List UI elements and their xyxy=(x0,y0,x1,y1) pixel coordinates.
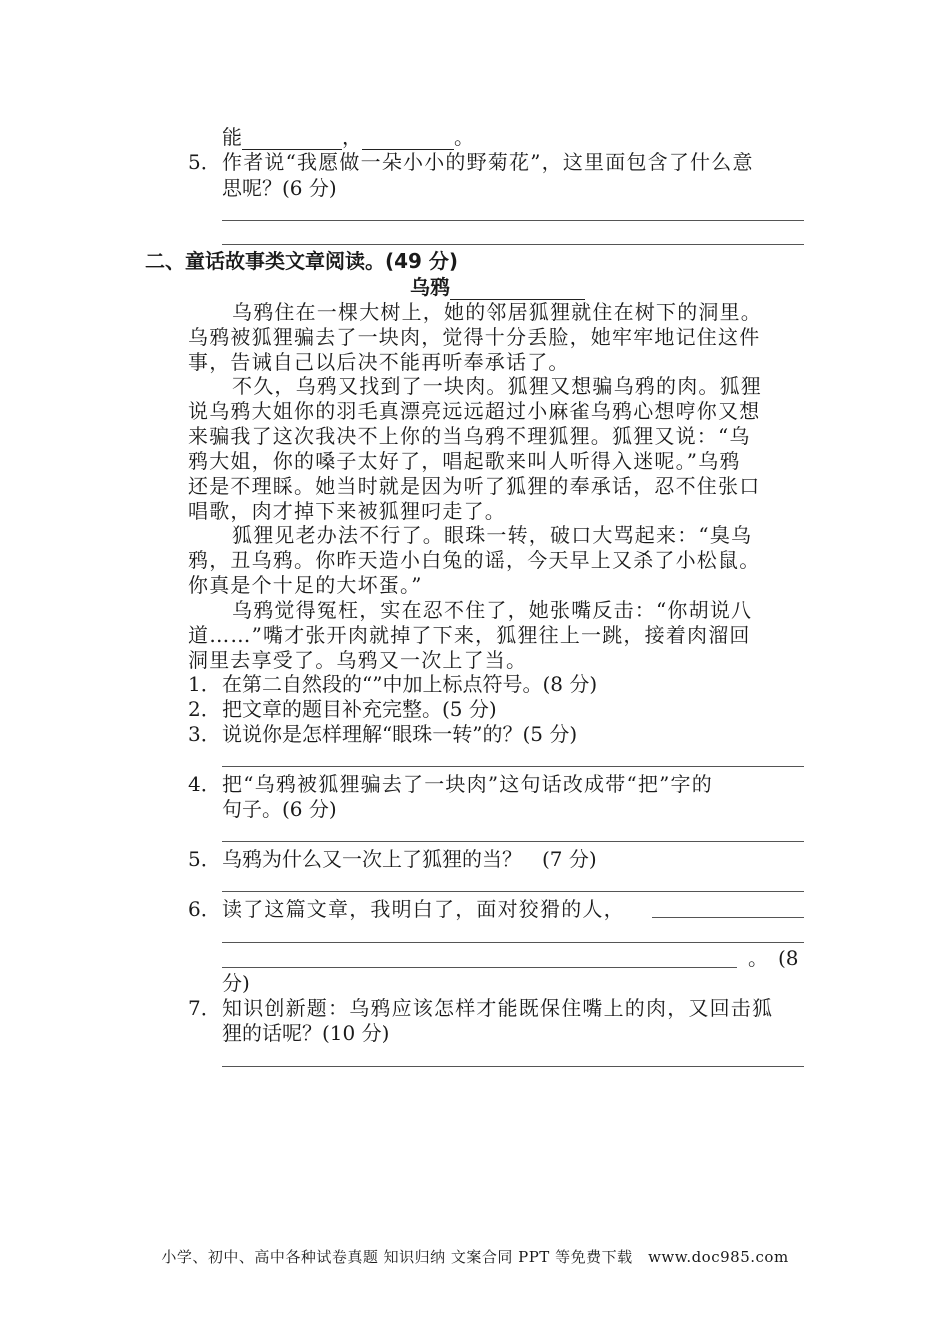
passage-line: 道……”嘴才张开肉就掉了下来，狐狸往上一跳，接着肉溜回 xyxy=(188,623,751,647)
passage-line: 鸦，丑乌鸦。你昨天造小白兔的谣，今天早上又杀了小松鼠。 xyxy=(188,548,761,572)
question-text: 作者说“我愿做一朵小小的野菊花”，这里面包含了什么意 xyxy=(222,150,754,174)
answer-line[interactable] xyxy=(222,244,804,245)
question-number: 7． xyxy=(188,996,221,1020)
passage-title: 乌鸦 xyxy=(410,274,585,300)
passage-line: 乌鸦觉得冤枉，实在忍不住了，她张嘴反击：“你胡说八 xyxy=(232,598,753,622)
passage-line: 来骗我了这次我决不上你的当乌鸦不理狐狸。狐狸又说：“乌 xyxy=(188,424,751,448)
question-text: 在第二自然段的“”中加上标点符号。(8 分) xyxy=(222,672,598,696)
question-text: 读了这篇文章，我明白了，面对狡猾的人， xyxy=(222,897,625,921)
answer-line[interactable] xyxy=(222,967,737,968)
passage-line: 还是不理睬。她当时就是因为听了狐狸的奉承话，忍不住张口 xyxy=(188,474,761,498)
section-heading: 二、童话故事类文章阅读。(49 分) xyxy=(145,249,459,273)
passage-line: 说乌鸦大姐你的羽毛真漂亮远远超过小麻雀乌鸦心想哼你又想 xyxy=(188,399,761,423)
question-text: 知识创新题：乌鸦应该怎样才能既保住嘴上的肉，又回击狐 xyxy=(222,996,774,1020)
question-text: 思呢？(6 分) xyxy=(222,176,337,200)
title-blank[interactable] xyxy=(450,277,585,300)
passage-line: 鸦大姐，你的嗓子太好了，唱起歌来叫人听得入迷呢。”乌鸦 xyxy=(188,449,741,473)
question-number: 4． xyxy=(188,772,221,796)
question-number: 6． xyxy=(188,897,221,921)
question-text: 句子。(6 分) xyxy=(222,797,337,821)
passage-line: 洞里去享受了。乌鸦又一次上了当。 xyxy=(188,648,528,672)
question-text: 乌鸦为什么又一次上了狐狸的当？ (7 分) xyxy=(222,847,597,871)
question-score: 分) xyxy=(222,971,250,995)
passage-line: 乌鸦被狐狸骗去了一块肉，觉得十分丢脸，她牢牢地记住这件 xyxy=(188,325,761,349)
passage-line: 唱歌，肉才掉下来被狐狸叼走了。 xyxy=(188,499,506,523)
question-number: 3． xyxy=(188,722,221,746)
passage-line: 不久，乌鸦又找到了一块肉。狐狸又想骗乌鸦的肉。狐狸 xyxy=(232,374,762,398)
answer-line[interactable] xyxy=(222,891,804,892)
answer-blank[interactable] xyxy=(362,127,454,150)
answer-line[interactable] xyxy=(222,1066,804,1067)
question-text: 狸的话呢？(10 分) xyxy=(222,1021,390,1045)
question-number: 5． xyxy=(188,847,221,871)
passage-line: 乌鸦住在一棵大树上，她的邻居狐狸就住在树下的洞里。 xyxy=(232,300,762,324)
question-score: 。 (8 xyxy=(748,946,799,970)
question-text: 把文章的题目补充完整。(5 分) xyxy=(222,697,497,721)
question-text: 把“乌鸦被狐狸骗去了一块肉”这句话改成带“把”字的 xyxy=(222,772,713,796)
passage-line: 你真是个十足的大坏蛋。” xyxy=(188,573,423,597)
answer-line[interactable] xyxy=(222,766,804,767)
answer-blank[interactable] xyxy=(242,127,342,150)
passage-line: 事，告诫自己以后决不能再听奉承话了。 xyxy=(188,350,570,374)
answer-line[interactable] xyxy=(652,917,804,918)
question-text: 说说你是怎样理解“眼珠一转”的？(5 分) xyxy=(222,722,578,746)
answer-line[interactable] xyxy=(222,220,804,221)
answer-line[interactable] xyxy=(222,942,804,943)
carryover-line: 能 ， 。 xyxy=(222,125,474,149)
question-number: 2． xyxy=(188,697,221,721)
passage-line: 狐狸见老办法不行了。眼珠一转，破口大骂起来：“臭乌 xyxy=(232,523,753,547)
page-footer: 小学、初中、高中各种试卷真题 知识归纳 文案合同 PPT 等免费下载 www.doc985.com xyxy=(161,1248,789,1266)
answer-line[interactable] xyxy=(222,841,804,842)
question-number: 5． xyxy=(188,150,221,174)
question-number: 1． xyxy=(188,672,221,696)
